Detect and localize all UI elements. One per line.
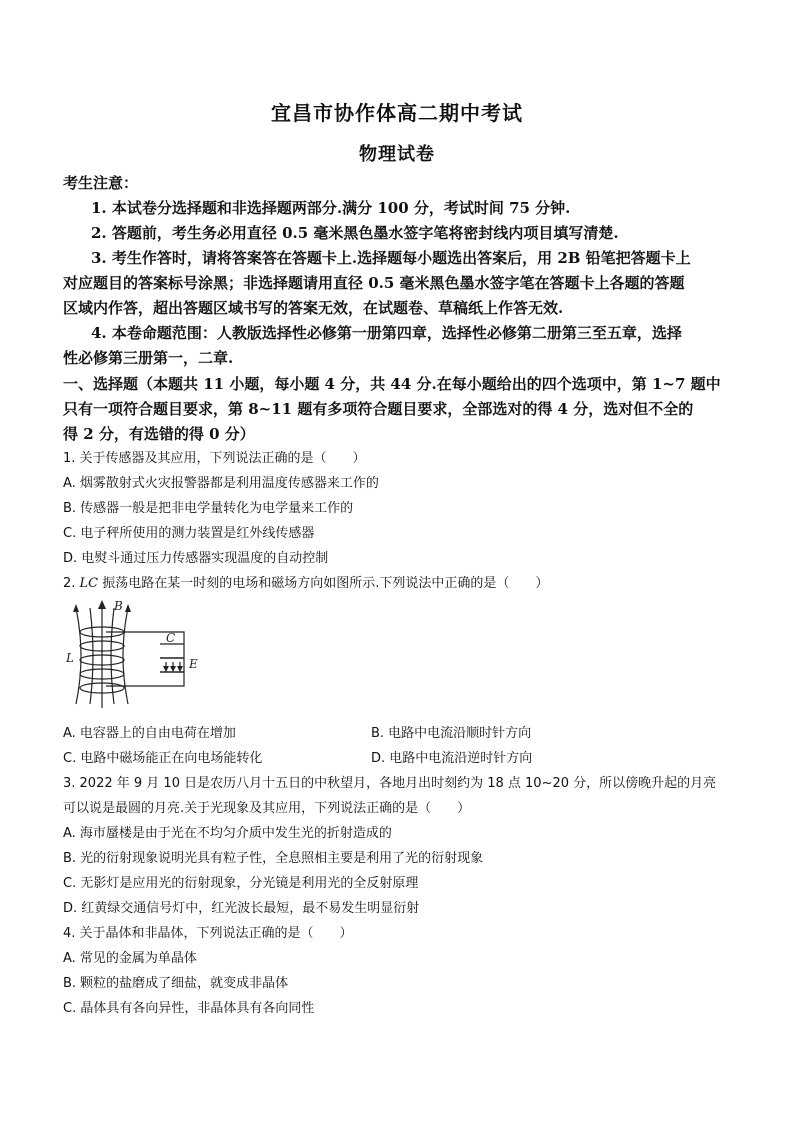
section-heading: 一、选择题（本题共 11 小题，每小题 4 分，共 44 分.在每小题给出的四个选项中，第 1~7 题中 — [63, 375, 721, 393]
notice-item-1: 1. 本试卷分选择题和非选择题两部分.满分 100 分，考试时间 75 分钟. — [91, 199, 571, 217]
question-1-option-b: B. 传感器一般是把非电学量转化为电学量来工作的 — [63, 501, 354, 516]
question-4-option-c: C. 晶体具有各向异性，非晶体具有各向同性 — [63, 1001, 315, 1016]
question-4-option-b: B. 颗粒的盐磨成了细盐，就变成非晶体 — [63, 976, 289, 991]
notice-heading: 考生注意： — [63, 174, 139, 192]
notice-item-3: 3. 考生作答时，请将答案答在答题卡上.选择题每小题选出答案后，用 2B 铅笔把答题卡上 — [91, 249, 691, 267]
question-3-option-d: D. 红黄绿交通信号灯中，红光波长最短，最不易发生明显衍射 — [63, 901, 420, 916]
question-3-stem-cont: 可以说是最圆的月亮.关于光现象及其应用，下列说法正确的是（ ） — [63, 801, 471, 816]
section-heading-cont: 只有一项符合题目要求，第 8~11 题有多项符合题目要求，全部选对的得 4 分，选对但不全的 — [63, 400, 694, 418]
notice-item-2: 2. 答题前，考生务必用直径 0.5 毫米黑色墨水签字笔将密封线内项目填写清楚. — [91, 224, 619, 242]
question-2-option-b: B. 电路中电流沿顺时针方向 — [371, 726, 532, 741]
exam-subtitle: 物理试卷 — [359, 144, 435, 165]
label-c: C — [166, 631, 176, 645]
label-b: B — [114, 600, 123, 613]
question-3-option-c: C. 无影灯是应用光的衍射现象，分光镜是利用光的全反射原理 — [63, 876, 419, 891]
question-3-option-b: B. 光的衍射现象说明光具有粒子性，全息照相主要是利用了光的衍射现象 — [63, 851, 484, 866]
question-1-stem: 1. 关于传感器及其应用，下列说法正确的是（ ） — [63, 451, 366, 466]
question-3-option-a: A. 海市蜃楼是由于光在不均匀介质中发生光的折射造成的 — [63, 826, 392, 841]
question-1-option-d: D. 电熨斗通过压力传感器实现温度的自动控制 — [63, 551, 329, 566]
label-l: L — [66, 651, 74, 665]
label-e: E — [189, 657, 198, 671]
question-2-option-c: C. 电路中磁场能正在向电场能转化 — [63, 751, 263, 766]
notice-item-3-cont: 区域内作答，超出答题区域书写的答案无效，在试题卷、草稿纸上作答无效. — [63, 299, 564, 317]
question-4-option-a: A. 常见的金属为单晶体 — [63, 951, 197, 966]
exam-title: 宜昌市协作体高二期中考试 — [271, 101, 523, 125]
section-heading-cont: 得 2 分，有选错的得 0 分） — [63, 425, 255, 443]
notice-item-4-cont: 性必修第三册第一，二章. — [63, 349, 234, 367]
question-2-stem: 2. LC 振荡电路在某一时刻的电场和磁场方向如图所示.下列说法中正确的是（ ） — [63, 576, 549, 591]
question-1-option-c: C. 电子秤所使用的测力装置是红外线传感器 — [63, 526, 315, 541]
question-2-option-a: A. 电容器上的自由电荷在增加 — [63, 726, 236, 741]
notice-item-3-cont: 对应题目的答案标号涂黑；非选择题请用直径 0.5 毫米黑色墨水签字笔在答题卡上各题的答题 — [63, 274, 685, 292]
question-3-stem: 3. 2022 年 9 月 10 日是农历八月十五日的中秋望月，各地月出时刻约为 18 点 10~20 分，所以傍晚升起的月亮 — [63, 776, 717, 791]
question-2-option-d: D. 电路中电流沿逆时针方向 — [371, 751, 533, 766]
notice-item-4: 4. 本卷命题范围：人教版选择性必修第一册第四章，选择性必修第二册第三至五章，选择 — [91, 324, 682, 342]
question-1-option-a: A. 烟雾散射式火灾报警器都是利用温度传感器来工作的 — [63, 476, 379, 491]
lc-circuit-figure — [62, 600, 212, 708]
question-4-stem: 4. 关于晶体和非晶体，下列说法正确的是（ ） — [63, 926, 353, 941]
